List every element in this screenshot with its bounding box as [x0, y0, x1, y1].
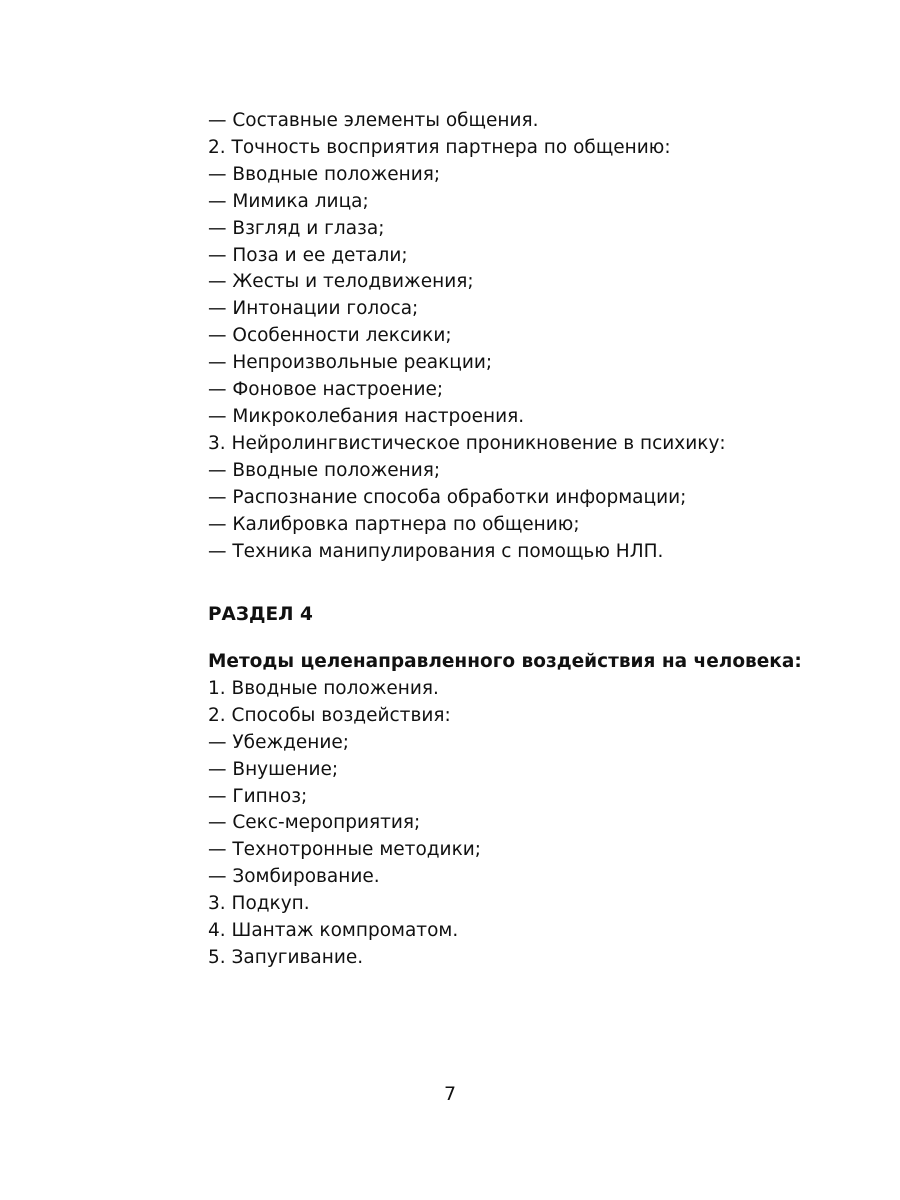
- list-item: 5. Запугивание.: [208, 946, 364, 968]
- list-item: — Распознание способа обработки информации;: [208, 486, 687, 508]
- list-item: — Поза и ее детали;: [208, 244, 408, 266]
- list-item: — Секс-мероприятия;: [208, 812, 421, 834]
- list-item: — Калибровка партнера по общению;: [208, 513, 580, 535]
- list-item: — Зомбирование.: [208, 866, 380, 888]
- list-item: — Внушение;: [208, 758, 339, 780]
- list-item: — Мимика лица;: [208, 190, 369, 212]
- list-item: — Техника манипулирования с помощью НЛП.: [208, 540, 664, 562]
- list-item: — Фоновое настроение;: [208, 379, 444, 401]
- list-item: — Вводные положения;: [208, 459, 441, 481]
- list-item: — Убеждение;: [208, 731, 350, 753]
- list-item: 3. Нейролингвистическое проникновение в психику:: [208, 432, 726, 454]
- list-item: 3. Подкуп.: [208, 893, 310, 915]
- list-item: — Гипноз;: [208, 785, 308, 807]
- list-item: — Вводные положения;: [208, 163, 441, 185]
- list-item: — Взгляд и глаза;: [208, 217, 385, 239]
- list-item: — Составные элементы общения.: [208, 110, 539, 131]
- list-item: — Технотронные методики;: [208, 839, 482, 861]
- list-item: 1. Вводные положения.: [208, 677, 439, 699]
- section-title: РАЗДЕЛ 4: [208, 604, 313, 625]
- list-item: 4. Шантаж компроматом.: [208, 920, 459, 942]
- top-list: [208, 108, 848, 565]
- list-item: — Жесты и телодвижения;: [208, 271, 474, 293]
- section-list: [208, 649, 848, 972]
- list-item: — Особенности лексики;: [208, 325, 452, 347]
- list-item: 2. Способы воздействия:: [208, 704, 451, 726]
- list-item: — Микроколебания настроения.: [208, 405, 525, 427]
- list-item: — Непроизвольные реакции;: [208, 352, 493, 374]
- section-subtitle: Методы целенаправленного воздействия на человека:: [208, 651, 802, 672]
- list-item: 2. Точность восприятия партнера по общению:: [208, 136, 671, 158]
- page-number: 7: [443, 1083, 457, 1105]
- list-item: — Интонации голоса;: [208, 298, 419, 320]
